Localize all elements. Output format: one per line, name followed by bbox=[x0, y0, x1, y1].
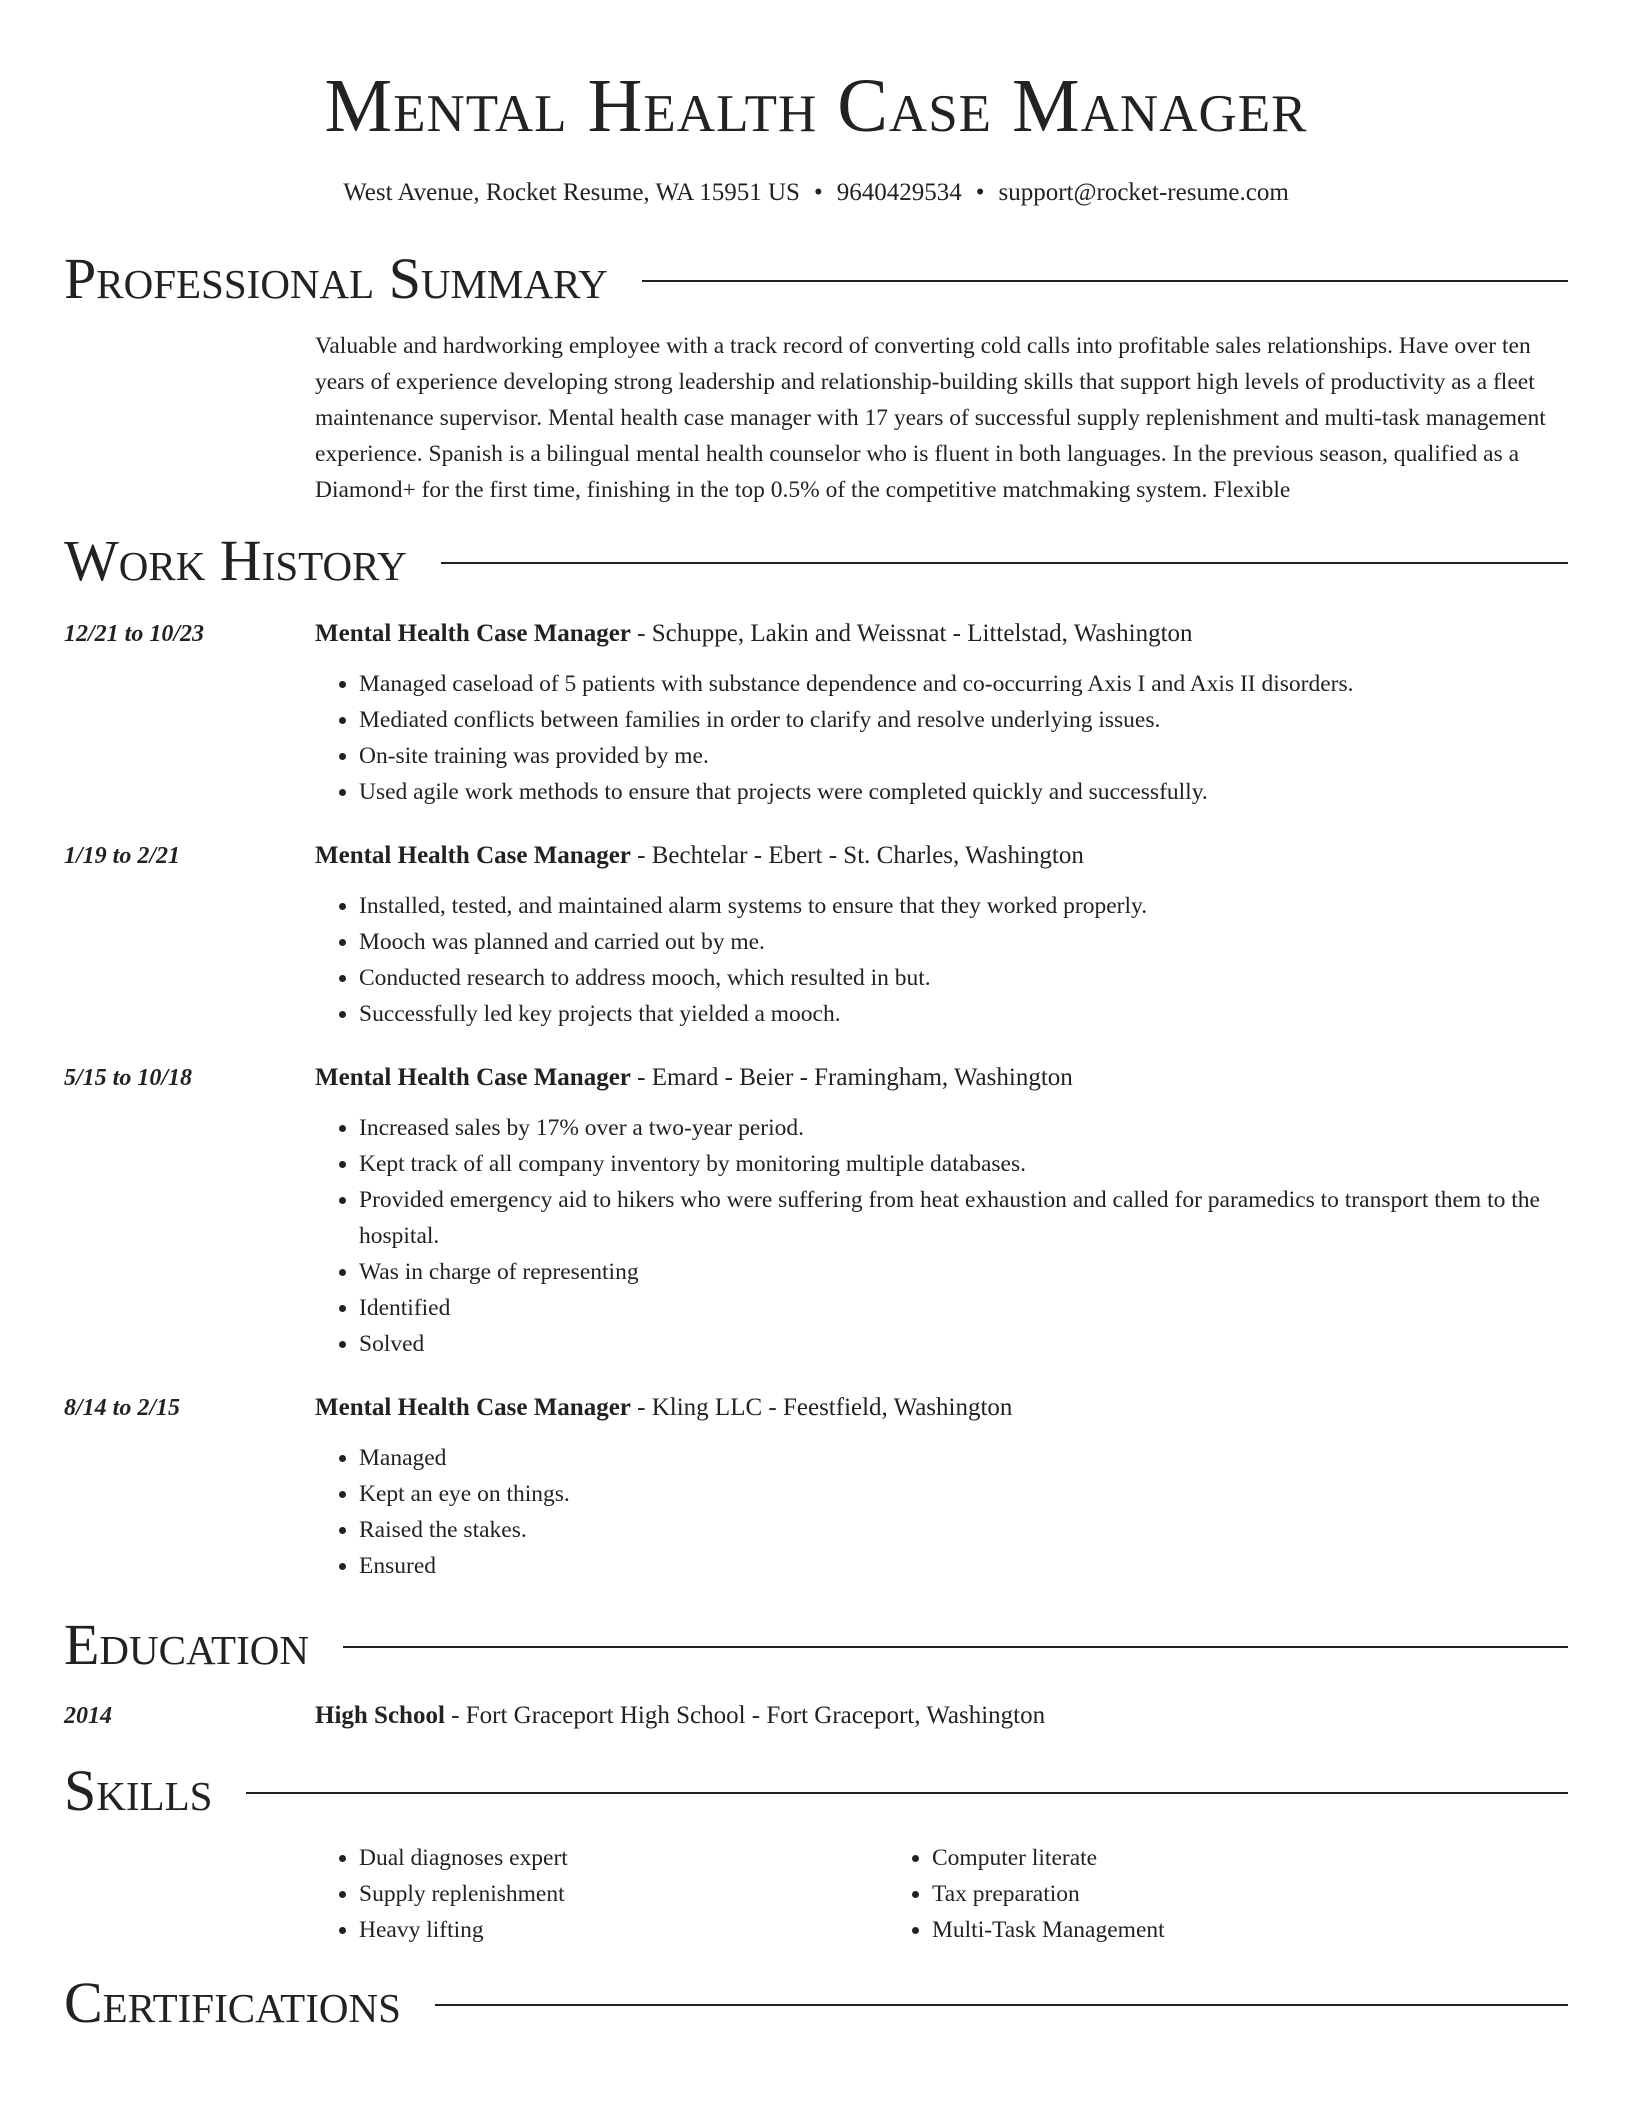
job-bullet: • Managed caseload of 5 patients with substance dependence and co-occurring Axis I and Axis II disorders. bbox=[359, 666, 1568, 702]
skills-section-header bbox=[64, 1756, 1568, 1826]
education-school: - Fort Graceport High School - Fort Graceport, Washington bbox=[444, 1702, 1046, 1729]
education-line bbox=[315, 1698, 1045, 1734]
work-section-header bbox=[64, 526, 1568, 596]
job-bullet: • Provided emergency aid to hikers who were suffering from heat exhaustion and called for paramedics to transport them to the hospital. bbox=[359, 1182, 1568, 1254]
job-dates: 8/14 to 2/15 bbox=[64, 1395, 181, 1421]
skills-column-left bbox=[315, 1840, 888, 1948]
job-bullet: • Kept an eye on things. bbox=[359, 1476, 1568, 1512]
contact-line bbox=[64, 176, 1568, 210]
summary-section-header bbox=[64, 244, 1568, 314]
job-body bbox=[315, 1060, 1568, 1362]
job-bullet: • Solved bbox=[359, 1326, 1568, 1362]
job-title-line bbox=[315, 838, 1568, 874]
job-bullet: • Successfully led key projects that yielded a mooch. bbox=[359, 996, 1568, 1032]
section-divider bbox=[642, 280, 1568, 282]
job-bullet: • Mediated conflicts between families in order to clarify and resolve underlying issues. bbox=[359, 702, 1568, 738]
job-bullets bbox=[315, 1110, 1568, 1362]
job-title: Mental Health Case Manager bbox=[315, 842, 631, 869]
job-entry bbox=[64, 616, 1568, 810]
summary-heading: Professional Summary bbox=[64, 246, 608, 311]
contact-separator: • bbox=[975, 179, 985, 206]
job-title-line bbox=[315, 616, 1568, 652]
job-bullet: • Was in charge of representing bbox=[359, 1254, 1568, 1290]
section-divider bbox=[246, 1792, 1568, 1794]
job-bullets bbox=[315, 666, 1568, 810]
contact-separator: • bbox=[813, 179, 823, 206]
section-divider bbox=[435, 2004, 1568, 2006]
education-degree: High School bbox=[315, 1702, 445, 1729]
job-bullet: • Managed bbox=[359, 1440, 1568, 1476]
job-bullet: • Mooch was planned and carried out by me. bbox=[359, 924, 1568, 960]
job-bullet: • Increased sales by 17% over a two-year period. bbox=[359, 1110, 1568, 1146]
education-heading: Education bbox=[64, 1612, 309, 1677]
job-title-line bbox=[315, 1390, 1568, 1426]
job-title-line bbox=[315, 1060, 1568, 1096]
job-title: Mental Health Case Manager bbox=[315, 1394, 631, 1421]
education-entry bbox=[64, 1698, 1568, 1734]
job-bullet: • Conducted research to address mooch, which resulted in but. bbox=[359, 960, 1568, 996]
job-bullets bbox=[315, 1440, 1568, 1584]
job-entry bbox=[64, 1390, 1568, 1584]
skill-item: • Supply replenishment bbox=[359, 1876, 888, 1912]
job-bullet: • Raised the stakes. bbox=[359, 1512, 1568, 1548]
job-employer: - Bechtelar - Ebert - St. Charles, Washington bbox=[630, 842, 1084, 869]
certifications-section-header bbox=[64, 1968, 1568, 2038]
job-dates: 12/21 to 10/23 bbox=[64, 621, 205, 647]
job-dates: 1/19 to 2/21 bbox=[64, 843, 181, 869]
skills-column-right bbox=[888, 1840, 1461, 1948]
section-divider bbox=[343, 1646, 1568, 1648]
job-bullet: • Installed, tested, and maintained alarm systems to ensure that they worked properly. bbox=[359, 888, 1568, 924]
job-title: Mental Health Case Manager bbox=[315, 1064, 631, 1091]
resume-name: Mental Health Case Manager bbox=[324, 64, 1308, 148]
summary-text: Valuable and hardworking employee with a track record of converting cold calls into profitable sales relationships. Have over ten years of experience developing strong leadership and relationship-building skills that support high levels of productivity as a fleet maintenance supervisor. Mental health case manager with 17 years of successful supply replenishment and multi-task management experience. Spanish is a bilingual mental health counselor who is fluent in both languages. In the previous season, qualified as a Diamond+ for the first time, finishing in the top 0.5% of the competitive matchmaking system. Flexible bbox=[315, 333, 1546, 503]
job-dates: 5/15 to 10/18 bbox=[64, 1065, 193, 1091]
job-bullets bbox=[315, 888, 1568, 1032]
job-bullet: • Kept track of all company inventory by monitoring multiple databases. bbox=[359, 1146, 1568, 1182]
job-bullet: • On-site training was provided by me. bbox=[359, 738, 1568, 774]
skill-item: • Multi-Task Management bbox=[932, 1912, 1461, 1948]
job-employer: - Kling LLC - Feestfield, Washington bbox=[630, 1394, 1013, 1421]
education-section-header bbox=[64, 1610, 1568, 1680]
skill-item: • Heavy lifting bbox=[359, 1912, 888, 1948]
job-bullet: • Used agile work methods to ensure that projects were completed quickly and successfully. bbox=[359, 774, 1568, 810]
skill-item: • Dual diagnoses expert bbox=[359, 1840, 888, 1876]
job-employer: - Schuppe, Lakin and Weissnat - Littelstad, Washington bbox=[630, 620, 1193, 647]
job-body bbox=[315, 838, 1568, 1032]
job-employer: - Emard - Beier - Framingham, Washington bbox=[630, 1064, 1073, 1091]
contact-phone: 9640429534 bbox=[836, 179, 962, 206]
job-body bbox=[315, 616, 1568, 810]
certifications-heading: Certifications bbox=[64, 1970, 401, 2035]
education-year: 2014 bbox=[64, 1703, 112, 1729]
job-bullet: • Ensured bbox=[359, 1548, 1568, 1584]
job-entry bbox=[64, 1060, 1568, 1362]
job-body bbox=[315, 1390, 1568, 1584]
skill-item: • Computer literate bbox=[932, 1840, 1461, 1876]
section-divider bbox=[441, 562, 1568, 564]
skills-list bbox=[315, 1840, 1568, 1948]
contact-address: West Avenue, Rocket Resume, WA 15951 US bbox=[343, 179, 800, 206]
job-entry bbox=[64, 838, 1568, 1032]
contact-email: support@rocket-resume.com bbox=[998, 179, 1289, 206]
skill-item: • Tax preparation bbox=[932, 1876, 1461, 1912]
job-bullet: • Identified bbox=[359, 1290, 1568, 1326]
work-heading: Work History bbox=[64, 528, 407, 593]
skills-heading: Skills bbox=[64, 1758, 213, 1823]
job-title: Mental Health Case Manager bbox=[315, 620, 631, 647]
